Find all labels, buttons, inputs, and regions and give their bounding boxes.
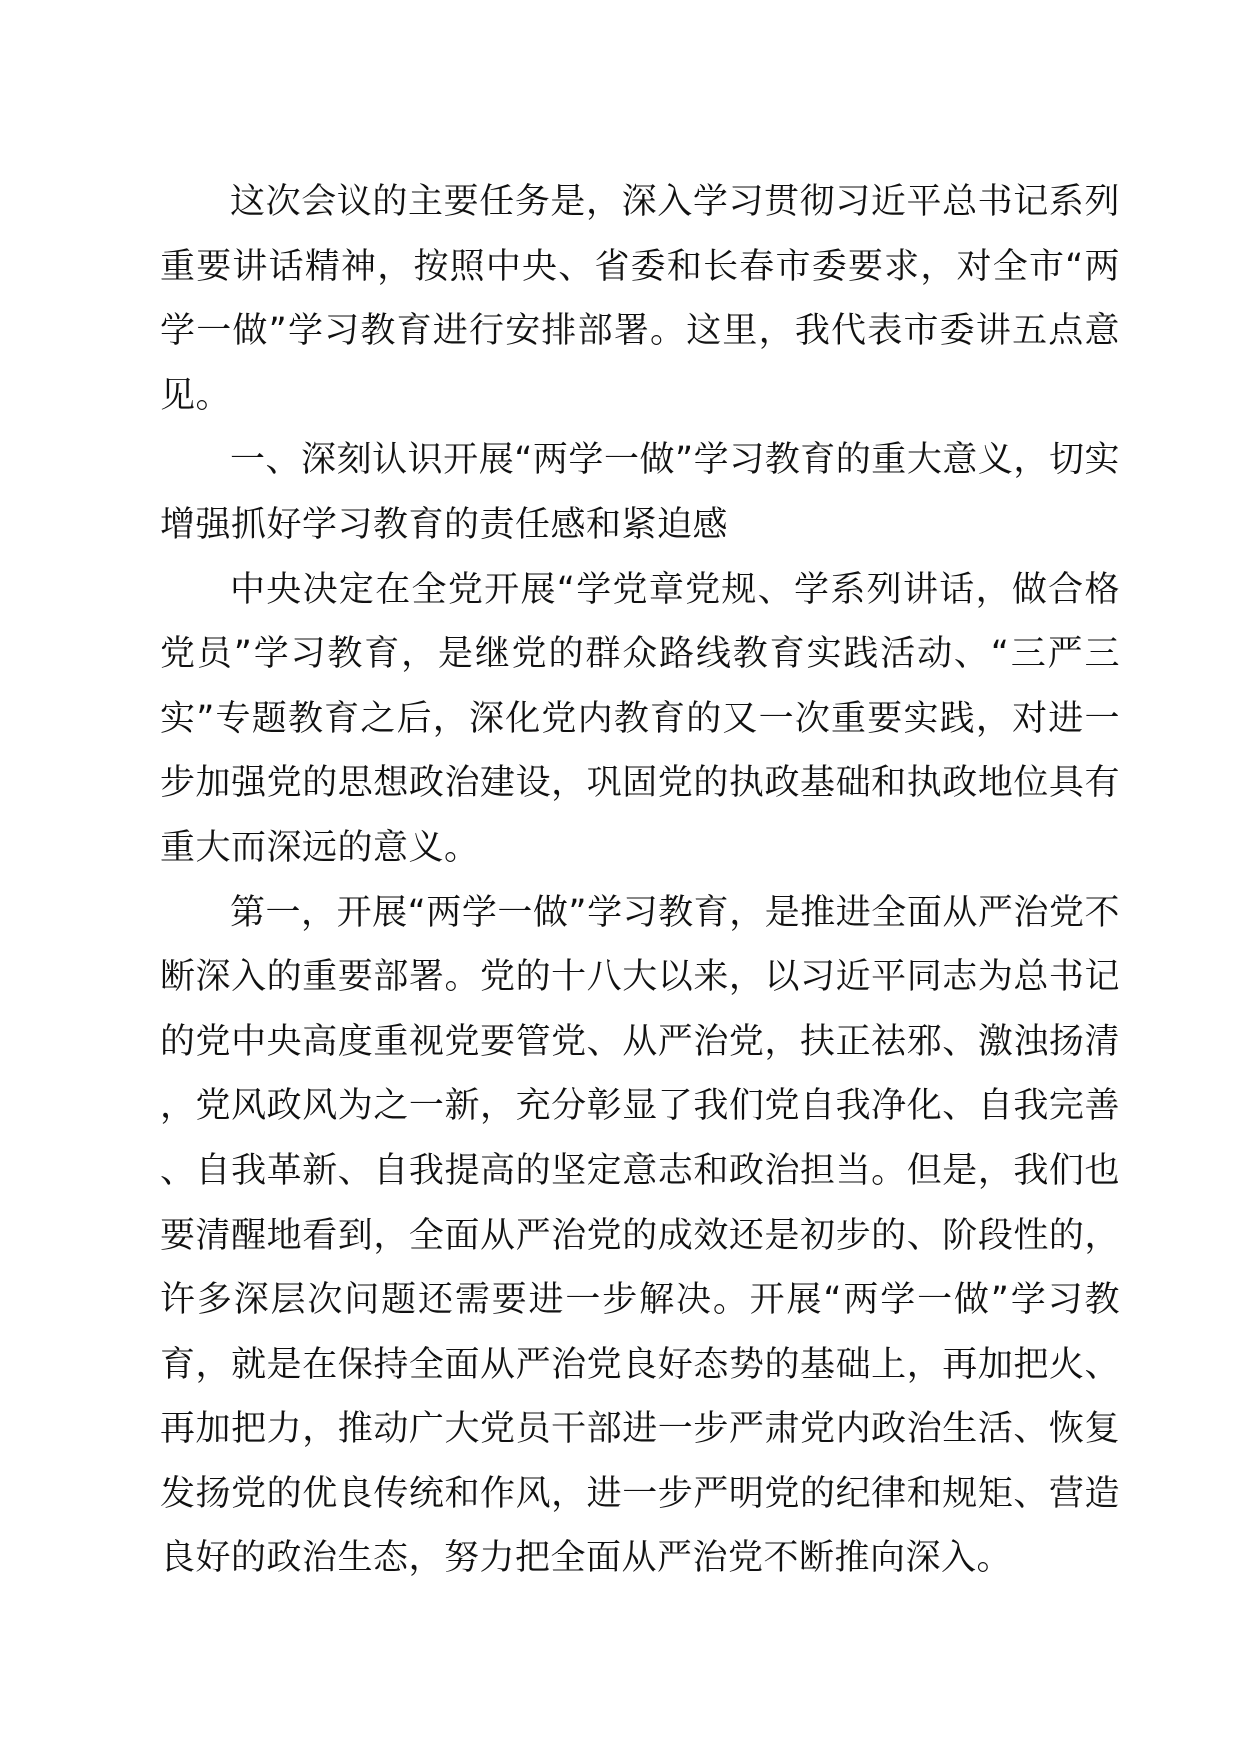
paragraph-central-decision: 中央决定在全党开展“学党章党规、学系列讲话，做合格党员”学习教育，是继党的群众路线教育实践活动、“三严三实”专题教育之后，深化党内教育的又一次重要实践，对进一步加强党的思想政治建设，巩固党的执政基础和执政地位具有重大而深远的意义。 <box>160 569 1120 868</box>
section-heading-one: 一、深刻认识开展“两学一做”学习教育的重大意义，切实增强抓好学习教育的责任感和紧迫感 <box>160 440 1120 545</box>
paragraph-meeting-task: 这次会议的主要任务是，深入学习贯彻习近平总书记系列重要讲话精神，按照中央、省委和长春市委要求，对全市“两学一做”学习教育进行安排部署。这里，我代表市委讲五点意见。 <box>160 182 1120 416</box>
document-body <box>160 170 1120 1591</box>
paragraph-point-first: 第一，开展“两学一做”学习教育，是推进全面从严治党不断深入的重要部署。党的十八大以来，以习近平同志为总书记的党中央高度重视党要管党、从严治党，扶正祛邪、激浊扬清，党风政风为之一新，充分彰显了我们党自我净化、自我完善、自我革新、自我提高的坚定意志和政治担当。但是，我们也要清醒地看到，全面从严治党的成效还是初步的、阶段性的，许多深层次问题还需要进一步解决。开展“两学一做”学习教育，就是在保持全面从严治党良好态势的基础上，再加把火、再加把力，推动广大党员干部进一步严肃党内政治生活、恢复发扬党的优良传统和作风，进一步严明党的纪律和规矩、营造良好的政治生态，努力把全面从严治党不断推向深入。 <box>160 892 1120 1579</box>
